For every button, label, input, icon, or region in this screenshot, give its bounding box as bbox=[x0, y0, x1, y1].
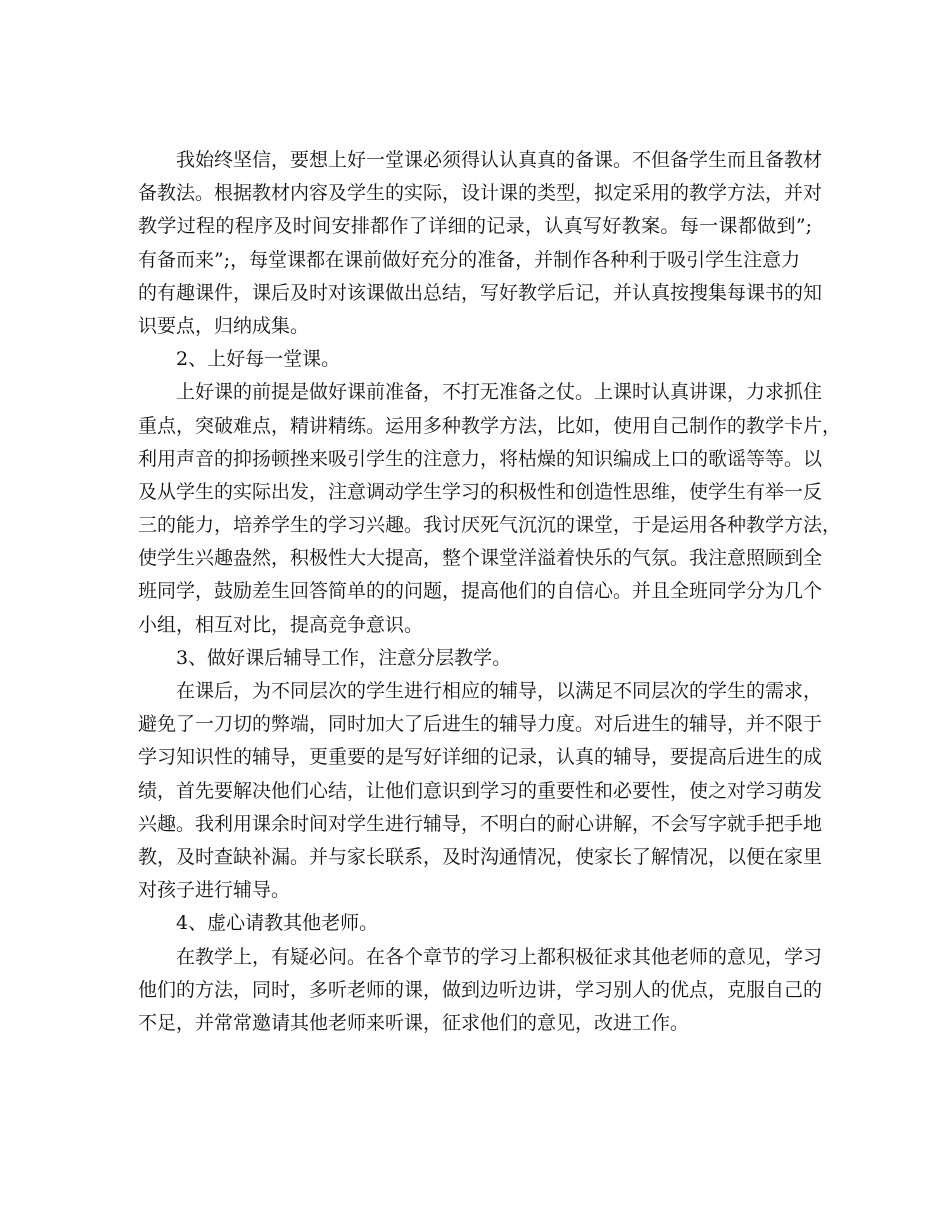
text-line: 2、上好每一堂课。 bbox=[176, 348, 341, 371]
text-line: 绩，首先要解决他们心结，让他们意识到学习的重要性和必要性，使之对学习萌发 bbox=[138, 779, 823, 802]
text-line: 4、虚心请教其他老师。 bbox=[176, 912, 379, 935]
text-line: 教，及时查缺补漏。并与家长联系，及时沟通情况，使家长了解情况，以便在家里 bbox=[138, 845, 823, 868]
text-line: 我始终坚信，要想上好一堂课必须得认认真真的备课。不但备学生而且备教材 bbox=[176, 149, 823, 171]
text-line: 避免了一刀切的弊端，同时加大了后进生的辅导力度。对后进生的辅导，并不限于 bbox=[138, 713, 823, 736]
text-line: 在课后，为不同层次的学生进行相应的辅导，以满足不同层次的学生的需求， bbox=[176, 680, 823, 702]
text-line: 识要点，归纳成集。 bbox=[138, 314, 310, 337]
text-line: 3、做好课后辅导工作，注意分层教学。 bbox=[176, 646, 512, 669]
text-line: 学习知识性的辅导，更重要的是写好详细的记录，认真的辅导，要提高后进生的成 bbox=[138, 746, 823, 769]
text-line: 对孩子进行辅导。 bbox=[138, 879, 291, 902]
text-line: 他们的方法，同时，多听老师的课，做到边听边讲，学习别人的优点，克服自己的 bbox=[138, 978, 823, 1001]
text-line: 小组，相互对比，提高竞争意识。 bbox=[138, 613, 424, 636]
document-body bbox=[138, 144, 842, 1040]
text-line: 利用声音的抑扬顿挫来吸引学生的注意力，将枯燥的知识编成上口的歌谣等等。以 bbox=[138, 447, 823, 470]
text-line: 在教学上，有疑必问。在各个章节的学习上都积极征求其他老师的意见，学习 bbox=[176, 945, 823, 968]
text-line: 使学生兴趣盎然，积极性大大提高，整个课堂洋溢着快乐的气氛。我注意照顾到全 bbox=[138, 547, 823, 570]
text-line: 的有趣课件，课后及时对该课做出总结，写好教学后记，并认真按搜集每课书的知 bbox=[138, 281, 823, 304]
text-line: 重点，突破难点，精讲精练。运用多种教学方法，比如，使用自己制作的教学卡片， bbox=[138, 414, 842, 437]
text-line: 上好课的前提是做好课前准备，不打无准备之仗。上课时认真讲课，力求抓住 bbox=[176, 381, 823, 404]
text-line: 三的能力，培养学生的学习兴趣。我讨厌死气沉沉的课堂，于是运用各种教学方法， bbox=[138, 514, 842, 537]
text-line: 备教法。根据教材内容及学生的实际，设计课的类型，拟定采用的教学方法，并对 bbox=[138, 182, 823, 205]
text-line: 教学过程的程序及时间安排都作了详细的记录，认真写好教案。每一课都做到”; bbox=[138, 215, 812, 238]
text-line: 不足，并常常邀请其他老师来听课，征求他们的意见，改进工作。 bbox=[138, 1011, 690, 1034]
text-line: 兴趣。我利用课余时间对学生进行辅导，不明白的耐心讲解，不会写字就手把手地 bbox=[138, 812, 823, 835]
text-line: 有备而来”;，每堂课都在课前做好充分的准备，并制作各种利于吸引学生注意力 bbox=[138, 248, 801, 271]
text-line: 班同学，鼓励差生回答简单的的问题，提高他们的自信心。并且全班同学分为几个 bbox=[138, 580, 823, 603]
text-line: 及从学生的实际出发，注意调动学生学习的积极性和创造性思维，使学生有举一反 bbox=[138, 480, 823, 503]
